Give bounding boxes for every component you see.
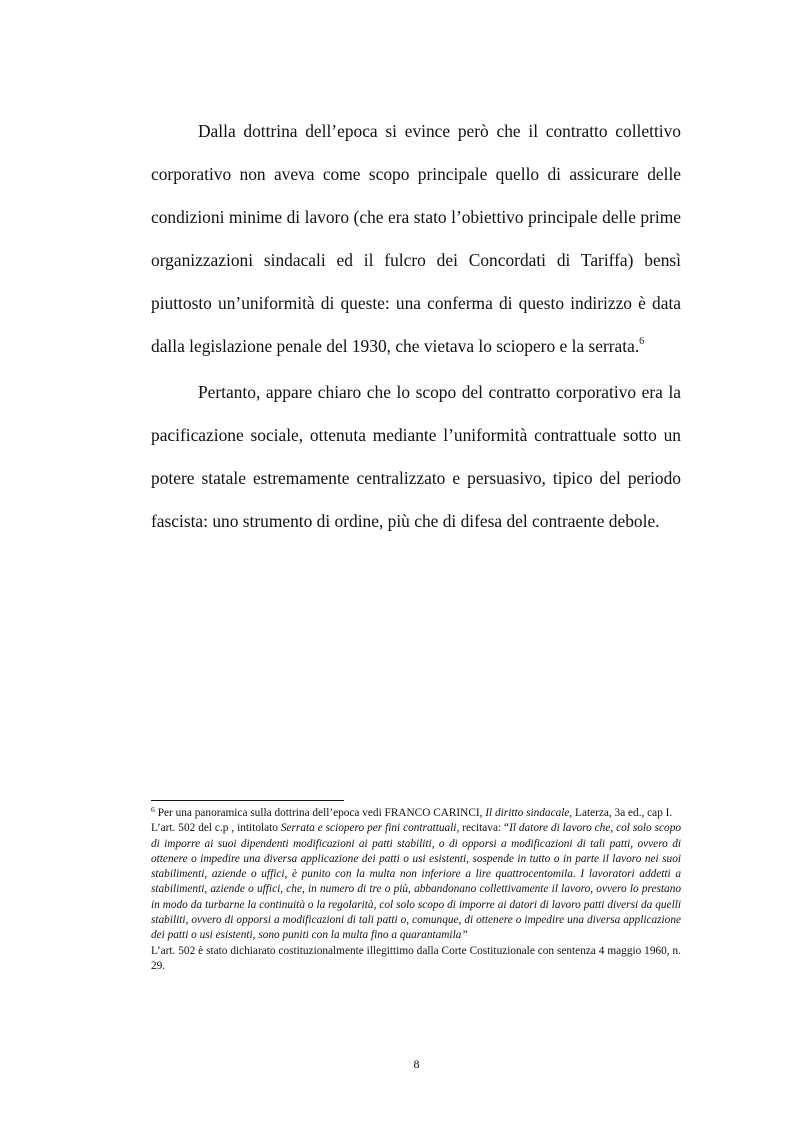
paragraph-1-text: Dalla dottrina dell’epoca si evince però che il contratto collettivo corporativo non aveva come scopo principale quello di assicurare delle condizioni minime di lavoro (che era stato l’obiettivo principale delle prime organizzazioni sindacali ed il fulcro dei Concordati di Tariffa) bensì piuttosto un’uniformità di queste: una conferma di questo indirizzo è data dalla legislazione penale del 1930, che vietava lo sciopero e la serrata.: [151, 121, 681, 356]
article-quote: Il datore di lavoro che, col solo scopo di imporre ai suoi dipendenti modificazioni ai patti stabiliti, o di opporsi a modificazioni di tali patti, ovvero di ottenere o impedire una diversa applicazione dei patti o usi esistenti, sospende in tutto o in parte il lavoro nei suoi stabilimenti, aziende o uffici, è punito con la multa non inferiore a lire quattrocentomila. I lavoratori addetti a stabilimenti, aziende o uffici, che, in numero di tre o più, abbandonano collettivamente il lavoro, ovvero lo prestano in modo da turbarne la continuità o la regolarità, col solo scopo di imporre ai datori di lavoro patti diversi da quelli stabiliti, ovvero di opporsi a modificazioni di tali patti o, comunque, di ottenere o impedire una diversa applicazione dei patti o usi esistenti, sono puniti con la multa fino a quarantamila”: [151, 822, 681, 942]
paragraph-1: [151, 110, 681, 371]
footnote-text: L’art. 502 è stato dichiarato costituzionalmente illegittimo dalla Corte Costituzionale con sentenza 4 maggio 1960, n. 29.: [151, 944, 681, 972]
footnote-text: L’art. 502 del c.p , intitolato: [151, 822, 281, 835]
main-text: [151, 110, 681, 543]
paragraph-2: [151, 371, 681, 543]
footnote-reference: 6: [639, 336, 645, 347]
footnote-text: Laterza, 3a ed., cap I.: [572, 807, 673, 819]
footnote-6-article: [151, 821, 681, 943]
article-title: Serrata e sciopero per fini contrattuali,: [280, 822, 460, 835]
footnote-text: recitava: “: [459, 822, 510, 835]
page-number: 8: [413, 1057, 420, 1071]
footnote-6-citation: [151, 806, 681, 821]
footnote-text: Per una panoramica sulla dottrina dell’epoca vedi FRANCO CARINCI,: [157, 807, 486, 819]
footnote-6-ruling: [151, 944, 681, 975]
footnote-number: 6: [151, 805, 155, 814]
footnotes: [151, 806, 681, 974]
book-title: Il diritto sindacale,: [485, 807, 573, 819]
footnote-separator: [151, 800, 344, 801]
paragraph-2-text: Pertanto, appare chiaro che lo scopo del contratto corporativo era la pacificazione sociale, ottenuta mediante l’uniformità contrattuale sotto un potere statale estremamente centralizzato e persuasivo, tipico del periodo fascista: uno strumento di ordine, più che di difesa del contraente debole.: [151, 382, 681, 531]
